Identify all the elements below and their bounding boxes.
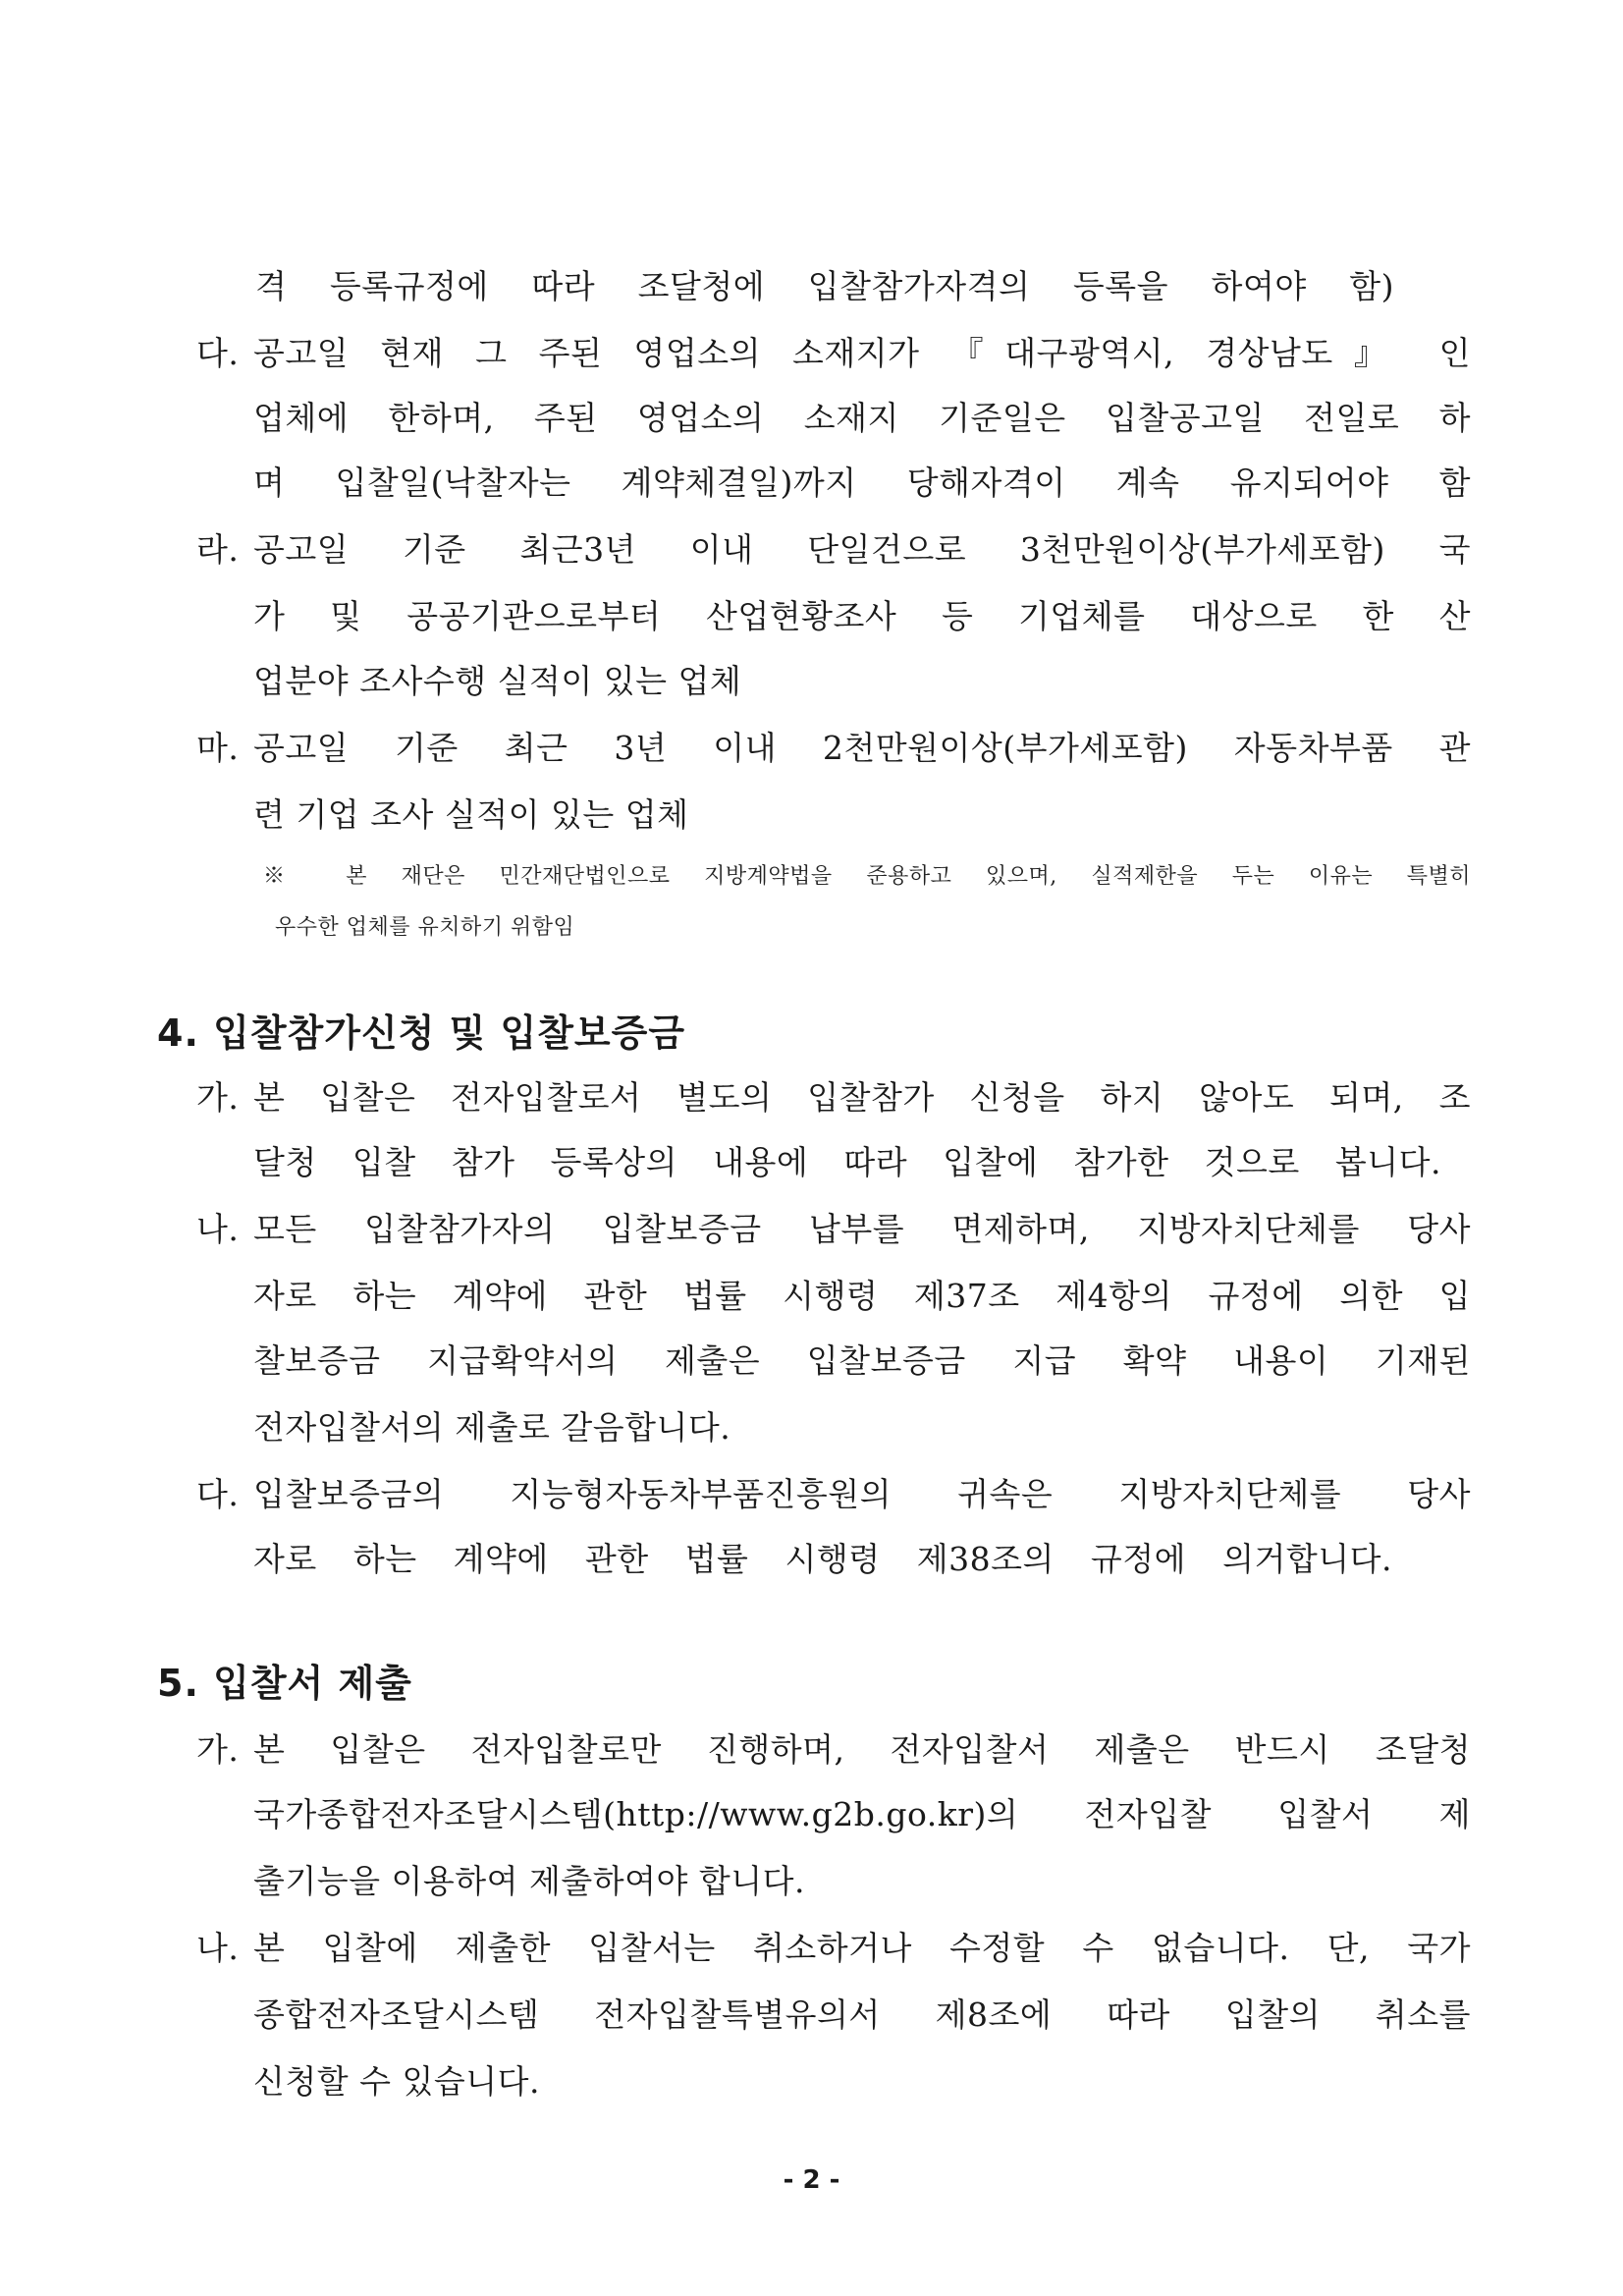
list-marker: 다.: [196, 1475, 240, 1513]
text-line: 국가종합전자조달시스템(http://www.g2b.go.kr)의 전자입찰 입찰서 제: [253, 1795, 1471, 1833]
list-marker: 나.: [196, 1210, 240, 1248]
list-marker: 가.: [196, 1730, 240, 1769]
list-item-ra: [196, 528, 1471, 572]
list-marker: 나.: [196, 1929, 240, 1967]
text-line: 출기능을 이용하여 제출하여야 합니다.: [253, 1862, 806, 1900]
text-line: 전자입찰서의 제출로 갈음합니다.: [253, 1408, 731, 1447]
text-line: 자로 하는 계약에 관한 법률 시행령 제37조 제4항의 규정에 의한 입: [253, 1277, 1471, 1315]
text-line: 며 입찰일(낙찰자는 계약체결일)까지 당해자격이 계속 유지되어야 함: [253, 464, 1471, 502]
list-marker: 라.: [196, 530, 240, 569]
text-line: 본 입찰은 전자입찰로서 별도의 입찰참가 신청을 하지 않아도 되며, 조: [253, 1078, 1471, 1117]
footnote-line: 우수한 업체를 유치하기 위함임: [275, 915, 575, 940]
list-marker: 다.: [196, 334, 240, 372]
list-item-da: [196, 332, 1471, 375]
page-number: - 2 -: [783, 2165, 840, 2195]
text-line: 본 입찰은 전자입찰로만 진행하며, 전자입찰서 제출은 반드시 조달청: [253, 1730, 1471, 1769]
section-heading-5: 5. 입찰서 제출: [157, 1662, 412, 1705]
text-line: 자로 하는 계약에 관한 법률 시행령 제38조의 규정에 의거합니다.: [253, 1540, 1392, 1578]
section-heading-4: 4. 입찰참가신청 및 입찰보증금: [157, 1011, 686, 1055]
text-line: 모든 입찰참가자의 입찰보증금 납부를 면제하며, 지방자치단체를 당사: [253, 1210, 1471, 1248]
list-item-ga: [196, 1728, 1471, 1772]
text-line: 가 및 공공기관으로부터 산업현황조사 등 기업체를 대상으로 한 산: [253, 597, 1471, 635]
list-item-ga: [196, 1076, 1471, 1120]
list-item-na: [196, 1208, 1471, 1251]
text-line: 공고일 현재 그 주된 영업소의 소재지가 『대구광역시, 경상남도』 인: [253, 334, 1471, 372]
footnote-line: ※ 본 재단은 민간재단법인으로 지방계약법을 준용하고 있으며, 실적제한을 두는 이유는 특별히: [263, 864, 1471, 889]
text-line: 업분야 조사수행 실적이 있는 업체: [253, 662, 742, 700]
list-marker: 마.: [196, 729, 240, 767]
text-line: 달청 입찰 참가 등록상의 내용에 따라 입찰에 참가한 것으로 봅니다.: [253, 1143, 1441, 1181]
text-line: 격 등록규정에 따라 조달청에 입찰참가자격의 등록을 하여야 함): [255, 267, 1394, 305]
text-line: 본 입찰에 제출한 입찰서는 취소하거나 수정할 수 없습니다. 단, 국가: [253, 1929, 1471, 1967]
text-line: 입찰보증금의 지능형자동차부품진흥원의 귀속은 지방자치단체를 당사: [253, 1475, 1471, 1513]
text-line: 공고일 기준 최근3년 이내 단일건으로 3천만원이상(부가세포함) 국: [253, 530, 1471, 569]
text-line: 종합전자조달시스템 전자입찰특별유의서 제8조에 따라 입찰의 취소를: [253, 1995, 1471, 2034]
list-marker: 가.: [196, 1078, 240, 1117]
list-item-na: [196, 1927, 1471, 1970]
list-item-ma: [196, 727, 1471, 770]
text-line: 신청할 수 있습니다.: [253, 2062, 540, 2101]
text-line: 련 기업 조사 실적이 있는 업체: [253, 795, 689, 834]
text-line: 공고일 기준 최근 3년 이내 2천만원이상(부가세포함) 자동차부품 관: [253, 729, 1471, 767]
text-line: 업체에 한하며, 주된 영업소의 소재지 기준일은 입찰공고일 전일로 하: [253, 399, 1471, 437]
list-item-da: [196, 1473, 1471, 1516]
text-line: 찰보증금 지급확약서의 제출은 입찰보증금 지급 확약 내용이 기재된: [253, 1341, 1471, 1380]
